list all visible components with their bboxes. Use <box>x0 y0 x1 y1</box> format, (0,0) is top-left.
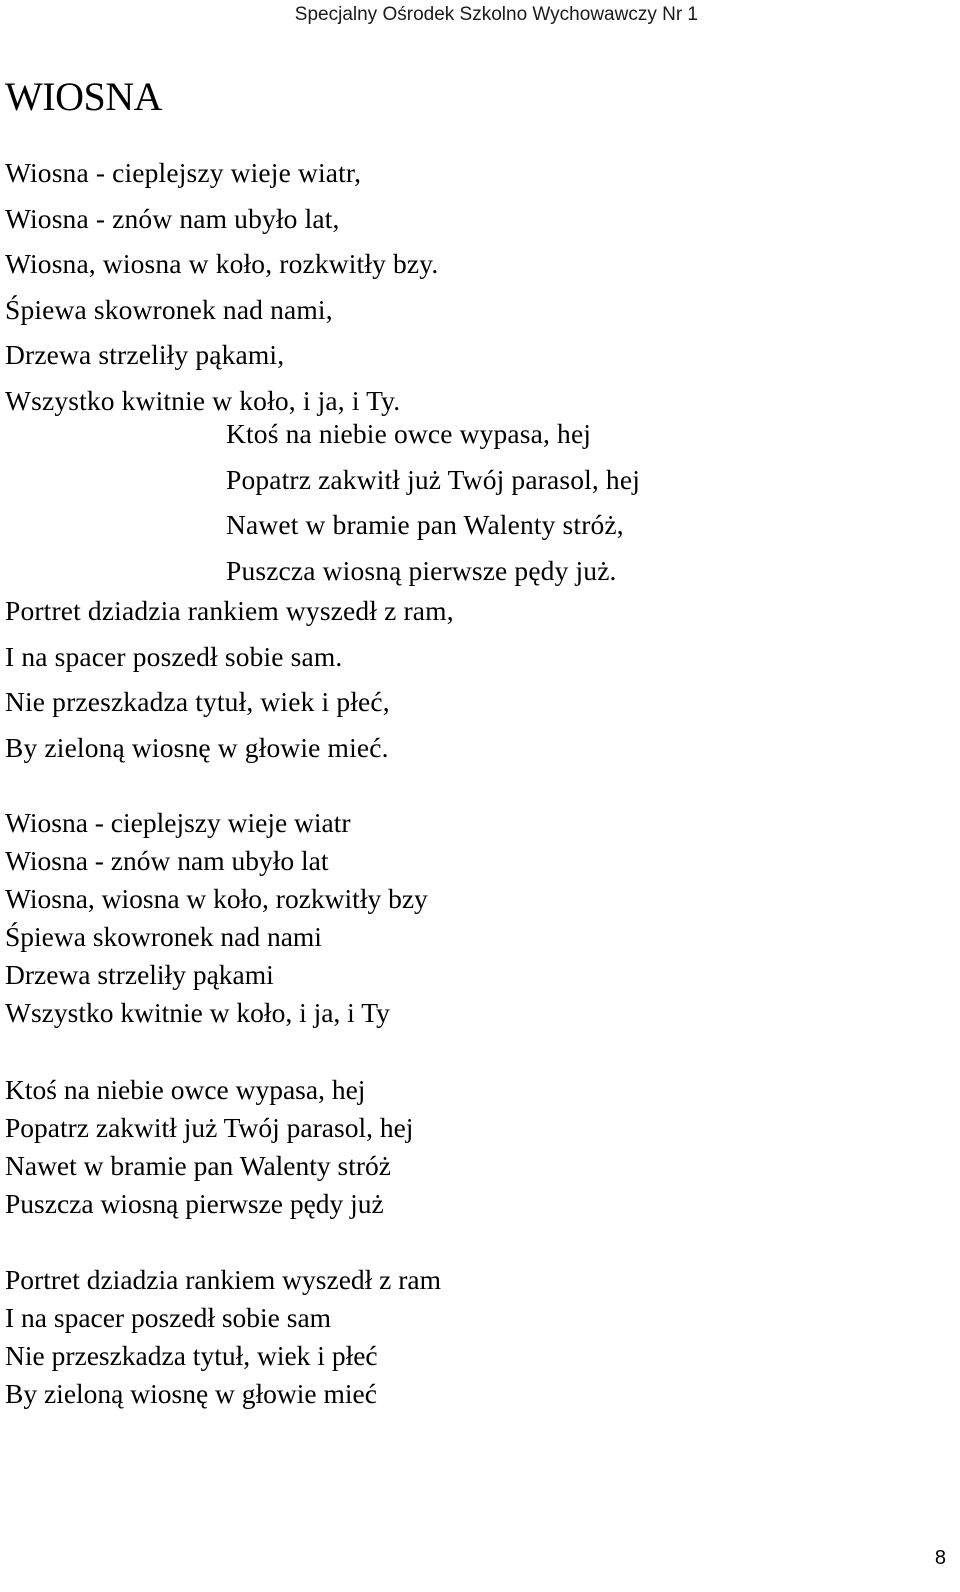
verse-line: Drzewa strzeliły pąkami <box>5 959 274 990</box>
verse-line: Wiosna, wiosna w koło, rozkwitły bzy <box>5 883 428 914</box>
verse-line: Nie przeszkadza tytuł, wiek i płeć <box>5 1340 378 1371</box>
verse-line: Śpiewa skowronek nad nami, <box>5 293 333 325</box>
verse-line: Nawet w bramie pan Walenty stróż, <box>226 509 624 540</box>
verse-line: Nie przeszkadza tytuł, wiek i płeć, <box>5 686 390 717</box>
verse-line: Wiosna - cieplejszy wieje wiatr, <box>5 157 362 188</box>
verse-line: Wiosna - cieplejszy wieje wiatr <box>5 807 351 838</box>
verse-line: Popatrz zakwitł już Twój parasol, hej <box>5 1112 414 1143</box>
verse-line: Portret dziadzia rankiem wyszedł z ram, <box>5 595 454 626</box>
verse-line: Ktoś na niebie owce wypasa, hej <box>226 418 592 449</box>
verse-line: Popatrz zakwitł już Twój parasol, hej <box>226 463 640 495</box>
verse-line: Śpiewa skowronek nad nami <box>5 921 322 952</box>
verse-line: Puszcza wiosną pierwsze pędy już <box>5 1188 384 1219</box>
page-number: 8 <box>934 1547 946 1569</box>
verse-line: Drzewa strzeliły pąkami, <box>5 339 285 370</box>
verse-line: I na spacer poszedł sobie sam. <box>5 640 343 672</box>
verse-line: I na spacer poszedł sobie sam <box>5 1302 332 1333</box>
verse-line: By zieloną wiosnę w głowie mieć <box>5 1378 377 1409</box>
verse-line: Wszystko kwitnie w koło, i ja, i Ty. <box>5 384 401 416</box>
verse-2-indented <box>226 411 640 593</box>
verse-line: Wiosna - znów nam ubyło lat <box>5 845 329 876</box>
verse-6 <box>5 1261 441 1413</box>
poem-title: WIOSNA <box>5 74 162 119</box>
verse-line: Wszystko kwitnie w koło, i ja, i Ty <box>5 997 390 1028</box>
verse-5 <box>5 1071 413 1223</box>
verse-3 <box>5 588 454 770</box>
verse-4 <box>5 804 428 1032</box>
verse-line: Ktoś na niebie owce wypasa, hej <box>5 1074 366 1105</box>
verse-line: Portret dziadzia rankiem wyszedł z ram <box>5 1264 441 1295</box>
verse-1 <box>5 150 438 423</box>
verse-line: Wiosna - znów nam ubyło lat, <box>5 202 340 234</box>
page-header: Specjalny Ośrodek Szkolno Wychowawczy Nr 1 <box>294 4 698 25</box>
verse-line: Nawet w bramie pan Walenty stróż <box>5 1150 391 1181</box>
verse-line: By zieloną wiosnę w głowie mieć. <box>5 731 389 763</box>
verse-line: Wiosna, wiosna w koło, rozkwitły bzy. <box>5 248 439 279</box>
verse-line: Puszcza wiosną pierwsze pędy już. <box>226 554 617 586</box>
